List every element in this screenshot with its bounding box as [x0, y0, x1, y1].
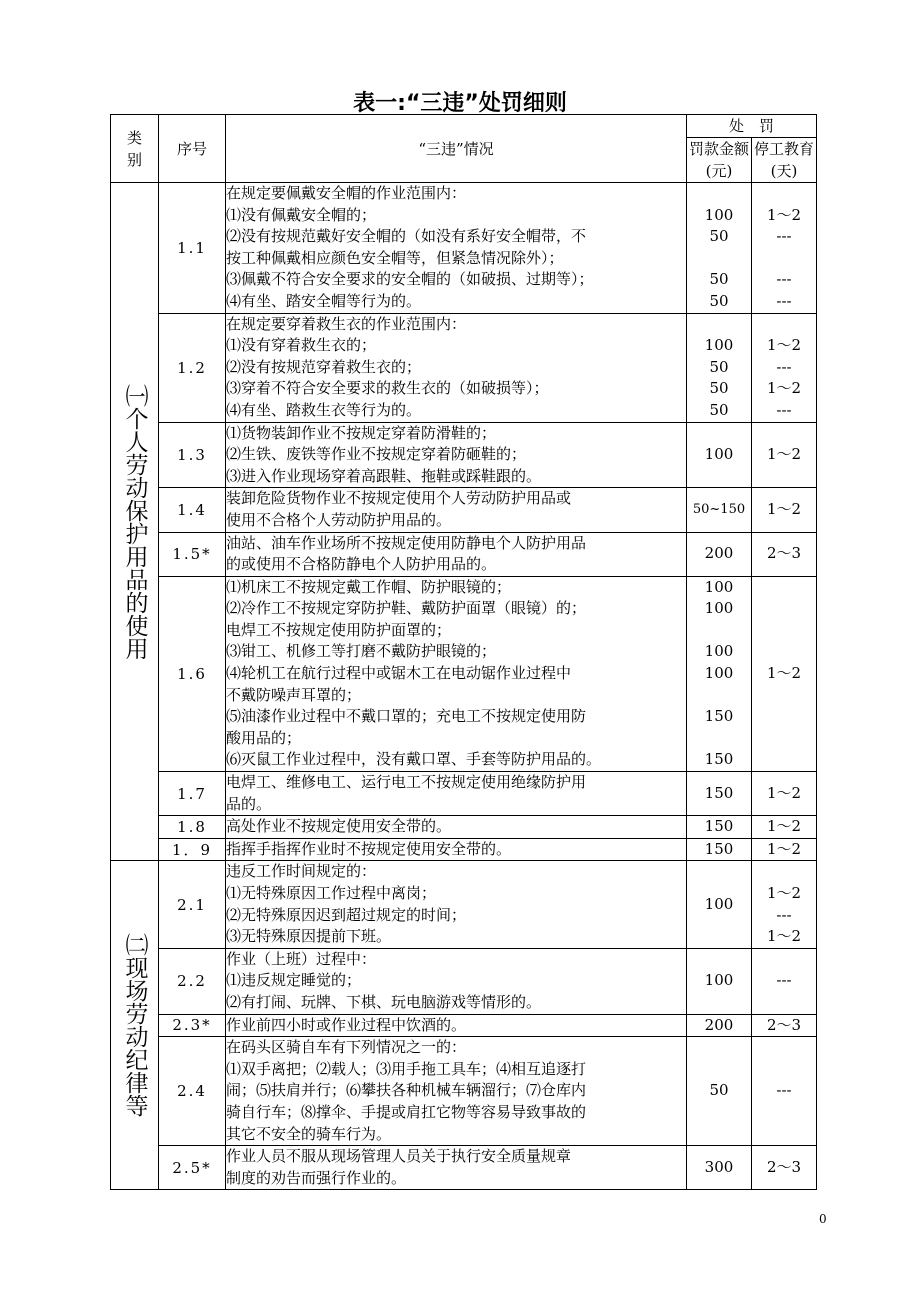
suspension-value: 1～2 — [766, 379, 802, 398]
fine-value: 150 — [704, 817, 734, 836]
situation-line: ⑷轮机工在航行过程中或锯木工在电动锯作业过程中 — [226, 664, 572, 683]
seq-cell: 1.3 — [159, 422, 226, 488]
situation-line: ⑶穿着不符合安全要求的救生衣的（如破损等）； — [226, 379, 549, 398]
situation-line: 品的。 — [226, 794, 272, 813]
header-suspension: 停工教育(天) — [752, 138, 817, 183]
seq-cell: 1.4 — [159, 488, 226, 532]
situation-line: ⑴货物装卸作业不按规定穿着防滑鞋的； — [226, 423, 497, 442]
situation-line: 作业（上班）过程中： — [226, 949, 377, 968]
page-number: 0 — [819, 1212, 827, 1226]
situation-line: 高处作业不按规定使用安全带的。 — [226, 817, 452, 836]
header-category: 类别 — [111, 115, 159, 183]
fine-value: 100 — [704, 336, 734, 355]
fine-cell — [687, 1014, 752, 1037]
fine-value: 100 — [704, 642, 734, 661]
fine-value: 300 — [704, 1157, 734, 1176]
situation-line: 制度的劝告而强行作业的。 — [226, 1168, 407, 1187]
suspension-cell — [752, 488, 817, 532]
suspension-cell — [752, 313, 817, 422]
fine-value — [687, 248, 751, 270]
situation-line: 违反工作时间规定的： — [226, 862, 377, 881]
fine-value: 100 — [704, 664, 734, 683]
situation-line: 指挥手指挥作业时不按规定使用安全带的。 — [226, 839, 512, 858]
suspension-cell — [752, 1014, 817, 1037]
suspension-value: 2～3 — [766, 544, 802, 563]
category-cell — [111, 183, 159, 861]
situation-line: ⑵生铁、废铁等作业不按规定穿着防砸鞋的； — [226, 445, 527, 464]
situation-line: 电焊工不按规定使用防护面罩的； — [226, 620, 452, 639]
table-row — [111, 422, 817, 488]
suspension-value: --- — [776, 270, 792, 289]
situation-line: ⑵没有按规范穿着救生衣的； — [226, 357, 422, 376]
suspension-value: 1～2 — [766, 205, 802, 224]
situation-cell — [226, 1146, 687, 1190]
fine-value: 100 — [704, 445, 734, 464]
seq-cell: 2.2 — [159, 948, 226, 1014]
situation-line: 按工种佩戴相应颜色安全帽等，但紧急情况除外）； — [226, 248, 564, 267]
fine-value: 50 — [709, 357, 729, 376]
header-fine: 罚款金额(元) — [687, 138, 752, 183]
header-penalty: 处 罚 — [687, 115, 817, 138]
suspension-cell — [752, 576, 817, 771]
situation-line: ⑵有打闹、玩牌、下棋、玩电脑游戏等情形的。 — [226, 992, 542, 1011]
fine-value: 50 — [709, 379, 729, 398]
fine-value: 50 — [709, 291, 729, 310]
fine-cell — [687, 1146, 752, 1190]
fine-value: 100 — [704, 205, 734, 224]
fine-value: 100 — [704, 577, 734, 596]
page-title: 表一:“三违”处罚细则 — [353, 91, 567, 116]
suspension-value: --- — [776, 400, 792, 419]
fine-value: 50 — [709, 270, 729, 289]
fine-value: 150 — [704, 783, 734, 802]
header-situation: “三违”情况 — [226, 115, 687, 183]
suspension-cell — [752, 838, 817, 861]
fine-cell — [687, 422, 752, 488]
seq-cell: 1.5* — [159, 532, 226, 576]
suspension-value: --- — [776, 905, 792, 924]
table-row — [111, 948, 817, 1014]
suspension-value: 1～2 — [766, 839, 802, 858]
table-row — [111, 838, 817, 861]
situation-cell — [226, 1014, 687, 1037]
seq-cell: 1.7 — [159, 772, 226, 816]
situation-line: ⑴没有佩戴安全帽的； — [226, 205, 377, 224]
situation-cell — [226, 838, 687, 861]
situation-cell — [226, 576, 687, 771]
situation-line: ⑹灭鼠工作业过程中，没有戴口罩、手套等防护用品的。 — [226, 750, 602, 769]
penalty-table — [110, 114, 817, 1190]
seq-cell: 2.5* — [159, 1146, 226, 1190]
fine-cell — [687, 772, 752, 816]
fine-cell — [687, 816, 752, 839]
situation-cell — [226, 772, 687, 816]
seq-cell: 1.6 — [159, 576, 226, 771]
situation-line: ⑴没有穿着救生衣的； — [226, 336, 377, 355]
situation-line: ⑴违反规定睡觉的； — [226, 971, 362, 990]
fine-value: 50 — [709, 1081, 729, 1100]
suspension-value: --- — [776, 357, 792, 376]
fine-value: 50 — [709, 400, 729, 419]
fine-cell — [687, 861, 752, 948]
table-row — [111, 532, 817, 576]
situation-cell — [226, 948, 687, 1014]
situation-line: ⑷有坐、踏救生衣等行为的。 — [226, 400, 422, 419]
table-row — [111, 576, 817, 771]
category-cell — [111, 861, 159, 1190]
suspension-value: 1～2 — [766, 817, 802, 836]
situation-cell — [226, 532, 687, 576]
table-row — [111, 488, 817, 532]
situation-line: 作业人员不服从现场管理人员关于执行安全质量规章 — [226, 1147, 572, 1166]
seq-cell: 1．9 — [159, 838, 226, 861]
fine-value — [687, 183, 751, 205]
situation-line: 骑自行车；⑻撑伞、手提或肩扛它物等容易导致事故的 — [226, 1102, 587, 1121]
suspension-cell — [752, 948, 817, 1014]
situation-cell — [226, 422, 687, 488]
table-row — [111, 1014, 817, 1037]
situation-line: ⑵无特殊原因迟到超过规定的时间； — [226, 905, 467, 924]
seq-cell: 1.1 — [159, 183, 226, 314]
situation-line: 在码头区骑自车有下列情况之一的： — [226, 1038, 467, 1057]
suspension-value: 1～2 — [766, 336, 802, 355]
situation-line: ⑸油漆作业过程中不戴口罩的；充电工不按规定使用防 — [226, 707, 587, 726]
suspension-value: 1～2 — [766, 927, 802, 946]
suspension-value: 2～3 — [766, 1015, 802, 1034]
situation-line: 在规定要穿着救生衣的作业范围内： — [226, 314, 467, 333]
fine-cell — [687, 488, 752, 532]
situation-line: ⑴无特殊原因工作过程中离岗； — [226, 884, 437, 902]
header-seq: 序号 — [159, 115, 226, 183]
seq-cell: 1.2 — [159, 313, 226, 422]
situation-line: 电焊工、维修电工、运行电工不按规定使用绝缘防护用 — [226, 773, 587, 792]
situation-cell — [226, 183, 687, 314]
suspension-cell — [752, 816, 817, 839]
suspension-value: 1～2 — [766, 664, 802, 683]
situation-cell — [226, 861, 687, 948]
seq-cell: 2.3* — [159, 1014, 226, 1037]
suspension-cell — [752, 422, 817, 488]
situation-line: ⑴机床工不按规定戴工作帽、防护眼镜的； — [226, 577, 512, 596]
situation-line: ⑵冷作工不按规定穿防护鞋、戴防护面罩（眼镜）的； — [226, 599, 587, 618]
seq-cell: 2.4 — [159, 1037, 226, 1146]
suspension-cell — [752, 1037, 817, 1146]
fine-cell — [687, 948, 752, 1014]
suspension-value — [752, 248, 816, 270]
suspension-value: --- — [776, 227, 792, 246]
category-label: ㈠个人劳动保护用品的使用 — [121, 383, 148, 660]
situation-line: 使用不合格个人劳动防护用品的。 — [226, 510, 452, 529]
situation-cell — [226, 816, 687, 839]
situation-line: 其它不安全的骑车行为。 — [226, 1124, 392, 1143]
seq-cell: 2.1 — [159, 861, 226, 948]
fine-value: 150 — [704, 839, 734, 858]
table-row — [111, 1146, 817, 1190]
suspension-value — [752, 314, 816, 336]
situation-line: 酸用品的； — [226, 728, 302, 747]
situation-cell — [226, 1037, 687, 1146]
table-row — [111, 861, 817, 948]
fine-value: 200 — [704, 544, 734, 563]
suspension-value: 1～2 — [766, 884, 802, 902]
table-row — [111, 313, 817, 422]
suspension-value: --- — [776, 291, 792, 310]
situation-line: ⑷有坐、踏安全帽等行为的。 — [226, 291, 422, 310]
suspension-cell — [752, 1146, 817, 1190]
situation-cell — [226, 488, 687, 532]
fine-value: 100 — [704, 599, 734, 618]
fine-value: 50 — [709, 227, 729, 246]
fine-value: 150 — [704, 707, 734, 726]
suspension-value — [752, 861, 816, 883]
suspension-cell — [752, 183, 817, 314]
situation-line: 装卸危险货物作业不按规定使用个人劳动防护用品或 — [226, 489, 572, 508]
situation-line: ⑶佩戴不符合安全要求的安全帽的（如破损、过期等）； — [226, 270, 594, 289]
situation-line: 油站、油车作业场所不按规定使用防静电个人防护用品 — [226, 533, 587, 552]
fine-cell — [687, 532, 752, 576]
fine-value: 100 — [704, 971, 734, 990]
table-row — [111, 772, 817, 816]
suspension-value: 1～2 — [766, 445, 802, 464]
situation-line: ⑶进入作业现场穿着高跟鞋、拖鞋或踩鞋跟的。 — [226, 466, 542, 485]
situation-line: ⑶无特殊原因提前下班。 — [226, 927, 392, 946]
fine-cell — [687, 313, 752, 422]
suspension-cell — [752, 772, 817, 816]
situation-line: 的或使用不合格防静电个人防护用品的。 — [226, 555, 497, 574]
table-row — [111, 816, 817, 839]
fine-cell — [687, 1037, 752, 1146]
situation-line: 作业前四小时或作业过程中饮酒的。 — [226, 1015, 467, 1034]
suspension-value: 2～3 — [766, 1157, 802, 1176]
table-row — [111, 1037, 817, 1146]
fine-value — [687, 314, 751, 336]
suspension-value: --- — [776, 1081, 792, 1100]
fine-value: 150 — [704, 750, 734, 769]
situation-line: 不戴防噪声耳罩的； — [226, 685, 362, 704]
fine-value — [687, 728, 751, 750]
fine-value: 50~150 — [692, 502, 746, 518]
situation-line: 闹；⑸扶肩并行；⑹攀扶各种机械车辆溜行；⑺仓库内 — [226, 1081, 587, 1100]
suspension-cell — [752, 532, 817, 576]
fine-cell — [687, 576, 752, 771]
situation-cell — [226, 313, 687, 422]
category-label: ㈡现场劳动纪律等 — [121, 933, 148, 1118]
situation-line: ⑵没有按规范戴好安全帽的（如没有系好安全帽带，不 — [226, 227, 587, 246]
situation-line: ⑶钳工、机修工等打磨不戴防护眼镜的； — [226, 642, 497, 661]
situation-line: ⑴双手离把；⑵载人；⑶用手拖工具车；⑷相互追逐打 — [226, 1059, 587, 1078]
suspension-value: 1～2 — [766, 783, 802, 802]
table-row — [111, 183, 817, 314]
fine-value: 100 — [704, 894, 734, 913]
suspension-cell — [752, 861, 817, 948]
fine-value: 200 — [704, 1015, 734, 1034]
suspension-value: 1～2 — [766, 500, 802, 519]
seq-cell: 1.8 — [159, 816, 226, 839]
fine-cell — [687, 183, 752, 314]
fine-cell — [687, 838, 752, 861]
suspension-value: --- — [776, 971, 792, 990]
suspension-value — [752, 183, 816, 205]
fine-value — [687, 620, 751, 642]
situation-line: 在规定要佩戴安全帽的作业范围内： — [226, 184, 467, 202]
fine-value — [687, 685, 751, 707]
